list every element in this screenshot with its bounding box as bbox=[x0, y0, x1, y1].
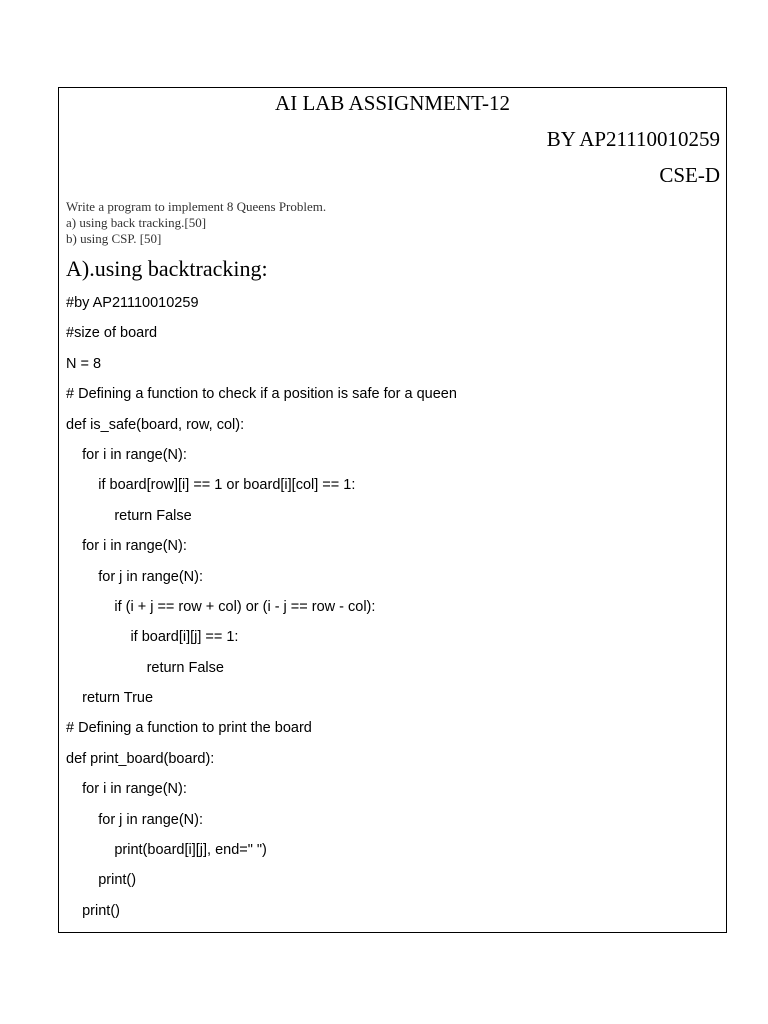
task-line: Write a program to implement 8 Queens Problem. bbox=[66, 199, 327, 214]
author-id: BY AP21110010259 bbox=[546, 127, 720, 151]
code-block bbox=[66, 291, 457, 929]
code-line: if board[row][i] == 1 or board[i][col] == 1: bbox=[66, 477, 356, 494]
section-heading: A).using backtracking: bbox=[66, 256, 268, 281]
code-line: print() bbox=[66, 872, 137, 889]
code-line: for i in range(N): bbox=[66, 446, 187, 463]
code-line: #by AP21110010259 bbox=[66, 295, 199, 311]
code-line: # Defining a function to print the board bbox=[66, 720, 312, 737]
code-line: N = 8 bbox=[66, 355, 102, 372]
task-line: b) using CSP. [50] bbox=[66, 231, 162, 246]
task-line: a) using back tracking.[50] bbox=[66, 215, 207, 230]
code-line: def print_board(board): bbox=[66, 750, 215, 767]
code-line: #size of board bbox=[66, 325, 158, 342]
code-line: return False bbox=[66, 507, 192, 524]
code-line: # Defining a function to check if a position is safe for a queen bbox=[66, 386, 457, 403]
code-line: return False bbox=[66, 659, 224, 676]
task-description bbox=[66, 199, 326, 247]
code-line: if board[i][j] == 1: bbox=[66, 629, 239, 646]
code-line: for i in range(N): bbox=[66, 538, 187, 555]
code-line: for j in range(N): bbox=[66, 811, 203, 828]
code-line: print(board[i][j], end=" ") bbox=[66, 842, 267, 859]
code-line: def is_safe(board, row, col): bbox=[66, 416, 245, 433]
section-label: CSE-D bbox=[659, 163, 720, 187]
code-line: for i in range(N): bbox=[66, 781, 187, 798]
document-page bbox=[58, 87, 727, 933]
code-line: print() bbox=[66, 902, 120, 919]
code-line: if (i + j == row + col) or (i - j == row - col): bbox=[66, 598, 376, 615]
document-title: AI LAB ASSIGNMENT-12 bbox=[275, 91, 510, 115]
code-line: for j in range(N): bbox=[66, 568, 203, 585]
code-line: return True bbox=[66, 690, 154, 707]
